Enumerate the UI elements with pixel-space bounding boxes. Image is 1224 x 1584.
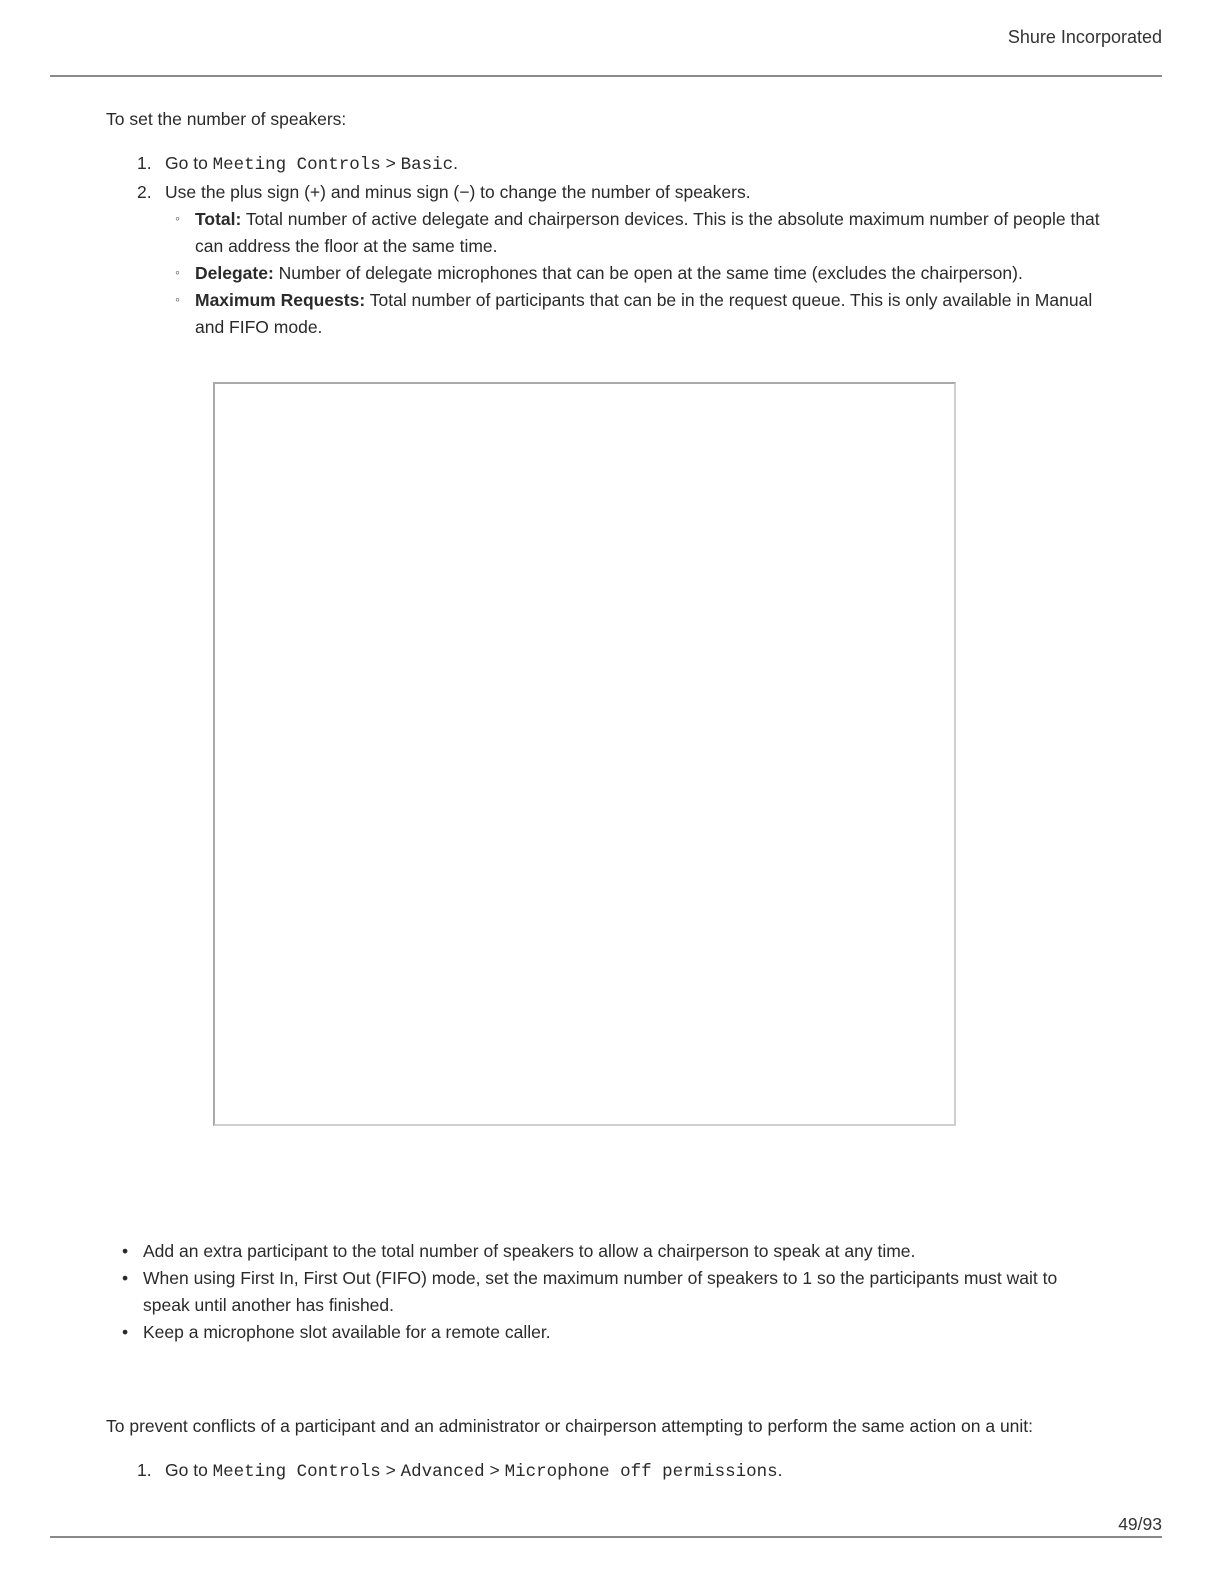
step-text: Go to <box>165 153 213 173</box>
tip-text: Keep a microphone slot available for a remote caller. <box>143 1322 551 1342</box>
circle-bullet-icon: ◦ <box>175 291 180 307</box>
list-item <box>122 1319 1103 1346</box>
step-text: Use the plus sign (+) and minus sign (−) to change the number of speakers. <box>165 182 751 202</box>
page-number: 49/93 <box>1118 1514 1162 1534</box>
menu-path-meeting-controls: Meeting Controls <box>212 155 381 175</box>
bullet-icon: • <box>122 1241 129 1261</box>
list-item <box>122 1265 1103 1319</box>
steps-list <box>137 1457 1115 1486</box>
path-separator: > <box>380 1460 401 1480</box>
tips-list <box>122 1238 1103 1346</box>
path-separator: > <box>380 153 401 173</box>
menu-path-basic: Basic <box>400 155 454 175</box>
bullet-icon: • <box>122 1322 129 1342</box>
circle-bullet-icon: ◦ <box>175 264 180 280</box>
list-item <box>122 1238 1103 1265</box>
step-end: . <box>453 153 459 173</box>
step-item <box>137 1457 1115 1486</box>
bullet-icon: • <box>122 1268 129 1288</box>
circle-bullet-icon: ◦ <box>175 210 180 226</box>
footer-divider <box>50 1536 1162 1538</box>
step-item <box>137 150 1115 179</box>
section-intro: To set the number of speakers: <box>106 109 347 129</box>
step-number: 1. <box>137 1460 152 1480</box>
menu-path-microphone-off-permissions: Microphone off permissions <box>504 1462 778 1482</box>
term-description: Total number of participants that can be in the request queue. This is only available in Manual and FIFO mode. <box>195 290 1093 337</box>
tip-text: Add an extra participant to the total number of speakers to allow a chairperson to speak at any time. <box>143 1241 916 1261</box>
screenshot-figure <box>213 382 956 1126</box>
term-description: Total number of active delegate and chairperson devices. This is the absolute maximum number of people that can address the floor at the same time. <box>195 209 1100 256</box>
steps-list <box>137 150 1115 341</box>
step-end: . <box>777 1460 783 1480</box>
term-description: Number of delegate microphones that can be open at the same time (excludes the chairperson). <box>273 263 1023 283</box>
term-label: Delegate: <box>195 263 274 283</box>
menu-path-advanced: Advanced <box>400 1462 485 1482</box>
step-number: 1. <box>137 153 152 173</box>
step-text: Go to <box>165 1460 213 1480</box>
sub-item-maximum-requests <box>175 287 1115 341</box>
step-number: 2. <box>137 182 152 202</box>
tip-text: When using First In, First Out (FIFO) mode, set the maximum number of speakers to 1 so the participants must wait to speak until another has finished. <box>143 1268 1058 1315</box>
section-intro: To prevent conflicts of a participant and an administrator or chairperson attempting to perform the same action on a unit: <box>106 1416 1034 1436</box>
company-name: Shure Incorporated <box>1007 27 1162 47</box>
path-separator: > <box>484 1460 505 1480</box>
term-label: Total: <box>195 209 242 229</box>
step-item <box>137 179 1115 206</box>
header-divider <box>50 75 1162 77</box>
term-label: Maximum Requests: <box>195 290 366 310</box>
sub-item-total <box>175 206 1115 260</box>
menu-path-meeting-controls: Meeting Controls <box>212 1462 381 1482</box>
sub-item-delegate <box>175 260 1115 287</box>
